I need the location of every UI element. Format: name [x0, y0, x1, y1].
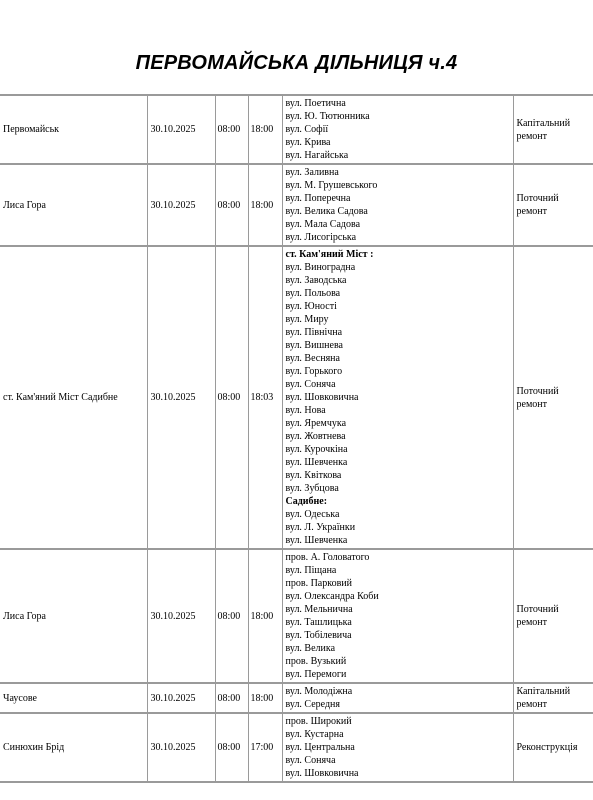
settlement-cell: Первомайськ: [0, 95, 147, 164]
street-item: вул. Яремчука: [285, 418, 347, 429]
street-item: вул. Нагайська: [285, 150, 349, 161]
table-row: [0, 95, 593, 164]
street-item: вул. Перемоги: [285, 669, 347, 680]
street-item: пров. А. Головатого: [285, 552, 370, 563]
settlement-cell: Лиса Гора: [0, 164, 147, 246]
street-item: вул. Поперечна: [285, 193, 351, 204]
table-row: [0, 683, 593, 713]
date-cell: 30.10.2025: [147, 164, 215, 246]
end-time-cell: 18:00: [248, 549, 282, 683]
street-item: вул. Середня: [285, 699, 341, 710]
table-row: [0, 549, 593, 683]
end-time-cell: 18:00: [248, 95, 282, 164]
streets-cell: [282, 95, 513, 164]
street-item: вул. Нова: [285, 405, 326, 416]
street-item: вул. Л. Українки: [285, 522, 356, 533]
streets-cell: [282, 549, 513, 683]
date-cell: 30.10.2025: [147, 95, 215, 164]
street-item: вул. Софії: [285, 124, 329, 135]
work-type-cell: Капітальний ремонт: [513, 95, 593, 164]
street-item: вул. Жовтнева: [285, 431, 346, 442]
date-cell: 30.10.2025: [147, 683, 215, 713]
end-time-cell: 18:00: [248, 164, 282, 246]
street-item: вул. Соняча: [285, 379, 336, 390]
street-item: вул. Кустарна: [285, 729, 344, 740]
street-item: вул. Юності: [285, 301, 337, 312]
end-time-cell: 17:00: [248, 713, 282, 782]
start-time-cell: 08:00: [215, 246, 248, 549]
street-item: вул. Квіткова: [285, 470, 342, 481]
table-row: [0, 246, 593, 549]
street-item: вул. Молодіжна: [285, 686, 353, 697]
work-type-cell: Реконструкція: [513, 713, 593, 782]
street-item: пров. Вузький: [285, 656, 347, 667]
street-item: вул. Поетична: [285, 98, 346, 109]
street-item: вул. Мала Садова: [285, 219, 361, 230]
street-item: вул. М. Грушевського: [285, 180, 378, 191]
street-item: вул. Крива: [285, 137, 331, 148]
street-item: вул. Шевченка: [285, 535, 348, 546]
table-row: [0, 164, 593, 246]
street-item: вул. Польова: [285, 288, 341, 299]
street-item: вул. Одеська: [285, 509, 340, 520]
end-time-cell: 18:00: [248, 683, 282, 713]
street-item: вул. Зубцова: [285, 483, 339, 494]
street-item: пров. Широкий: [285, 716, 352, 727]
start-time-cell: 08:00: [215, 683, 248, 713]
settlement-cell: ст. Кам'яний Міст Садибне: [0, 246, 147, 549]
date-cell: 30.10.2025: [147, 549, 215, 683]
end-time-cell: 18:03: [248, 246, 282, 549]
start-time-cell: 08:00: [215, 95, 248, 164]
table-body: [0, 95, 593, 782]
street-item: вул. Виноградна: [285, 262, 356, 273]
date-cell: 30.10.2025: [147, 246, 215, 549]
settlement-cell: Лиса Гора: [0, 549, 147, 683]
streets-cell: [282, 164, 513, 246]
table-row: [0, 713, 593, 782]
street-item: вул. Заводська: [285, 275, 347, 286]
street-item: вул. Горького: [285, 366, 343, 377]
street-item: вул. Велика: [285, 643, 336, 654]
work-type-cell: Поточний ремонт: [513, 549, 593, 683]
street-item: вул. Вишнева: [285, 340, 343, 351]
work-type-cell: Поточний ремонт: [513, 246, 593, 549]
start-time-cell: 08:00: [215, 549, 248, 683]
street-item: вул. Весняна: [285, 353, 340, 364]
start-time-cell: 08:00: [215, 164, 248, 246]
street-item: вул. Ю. Тютюнника: [285, 111, 370, 122]
street-item: вул. Курочкіна: [285, 444, 348, 455]
street-item: вул. Миру: [285, 314, 329, 325]
streets-cell: [282, 683, 513, 713]
streets-cell: [282, 713, 513, 782]
street-group-heading: ст. Кам'яний Міст :: [285, 249, 374, 260]
street-item: вул. Центральна: [285, 742, 355, 753]
streets-cell: [282, 246, 513, 549]
work-type-cell: Капітальний ремонт: [513, 683, 593, 713]
street-item: вул. Шовковична: [285, 768, 359, 779]
street-item: вул. Ташлицька: [285, 617, 352, 628]
document-title: ПЕРВОМАЙСЬКА ДІЛЬНИЦЯ ч.4: [135, 52, 458, 74]
settlement-cell: Синюхин Брід: [0, 713, 147, 782]
street-item: вул. Олександра Коби: [285, 591, 379, 602]
settlement-cell: Чаусове: [0, 683, 147, 713]
street-item: вул. Північна: [285, 327, 343, 338]
street-item: вул. Заливна: [285, 167, 339, 178]
street-item: вул. Лисогірська: [285, 232, 357, 243]
street-item: вул. Велика Садова: [285, 206, 368, 217]
start-time-cell: 08:00: [215, 713, 248, 782]
street-item: вул. Шовковична: [285, 392, 359, 403]
street-item: вул. Соняча: [285, 755, 336, 766]
date-cell: 30.10.2025: [147, 713, 215, 782]
street-item: вул. Тобілевича: [285, 630, 352, 641]
street-item: пров. Парковий: [285, 578, 353, 589]
work-type-cell: Поточний ремонт: [513, 164, 593, 246]
street-item: вул. Мельнична: [285, 604, 353, 615]
street-item: вул. Шевченка: [285, 457, 348, 468]
street-group-heading: Садибне:: [285, 496, 328, 507]
outage-schedule-table: [0, 94, 593, 783]
street-item: вул. Піщана: [285, 565, 337, 576]
